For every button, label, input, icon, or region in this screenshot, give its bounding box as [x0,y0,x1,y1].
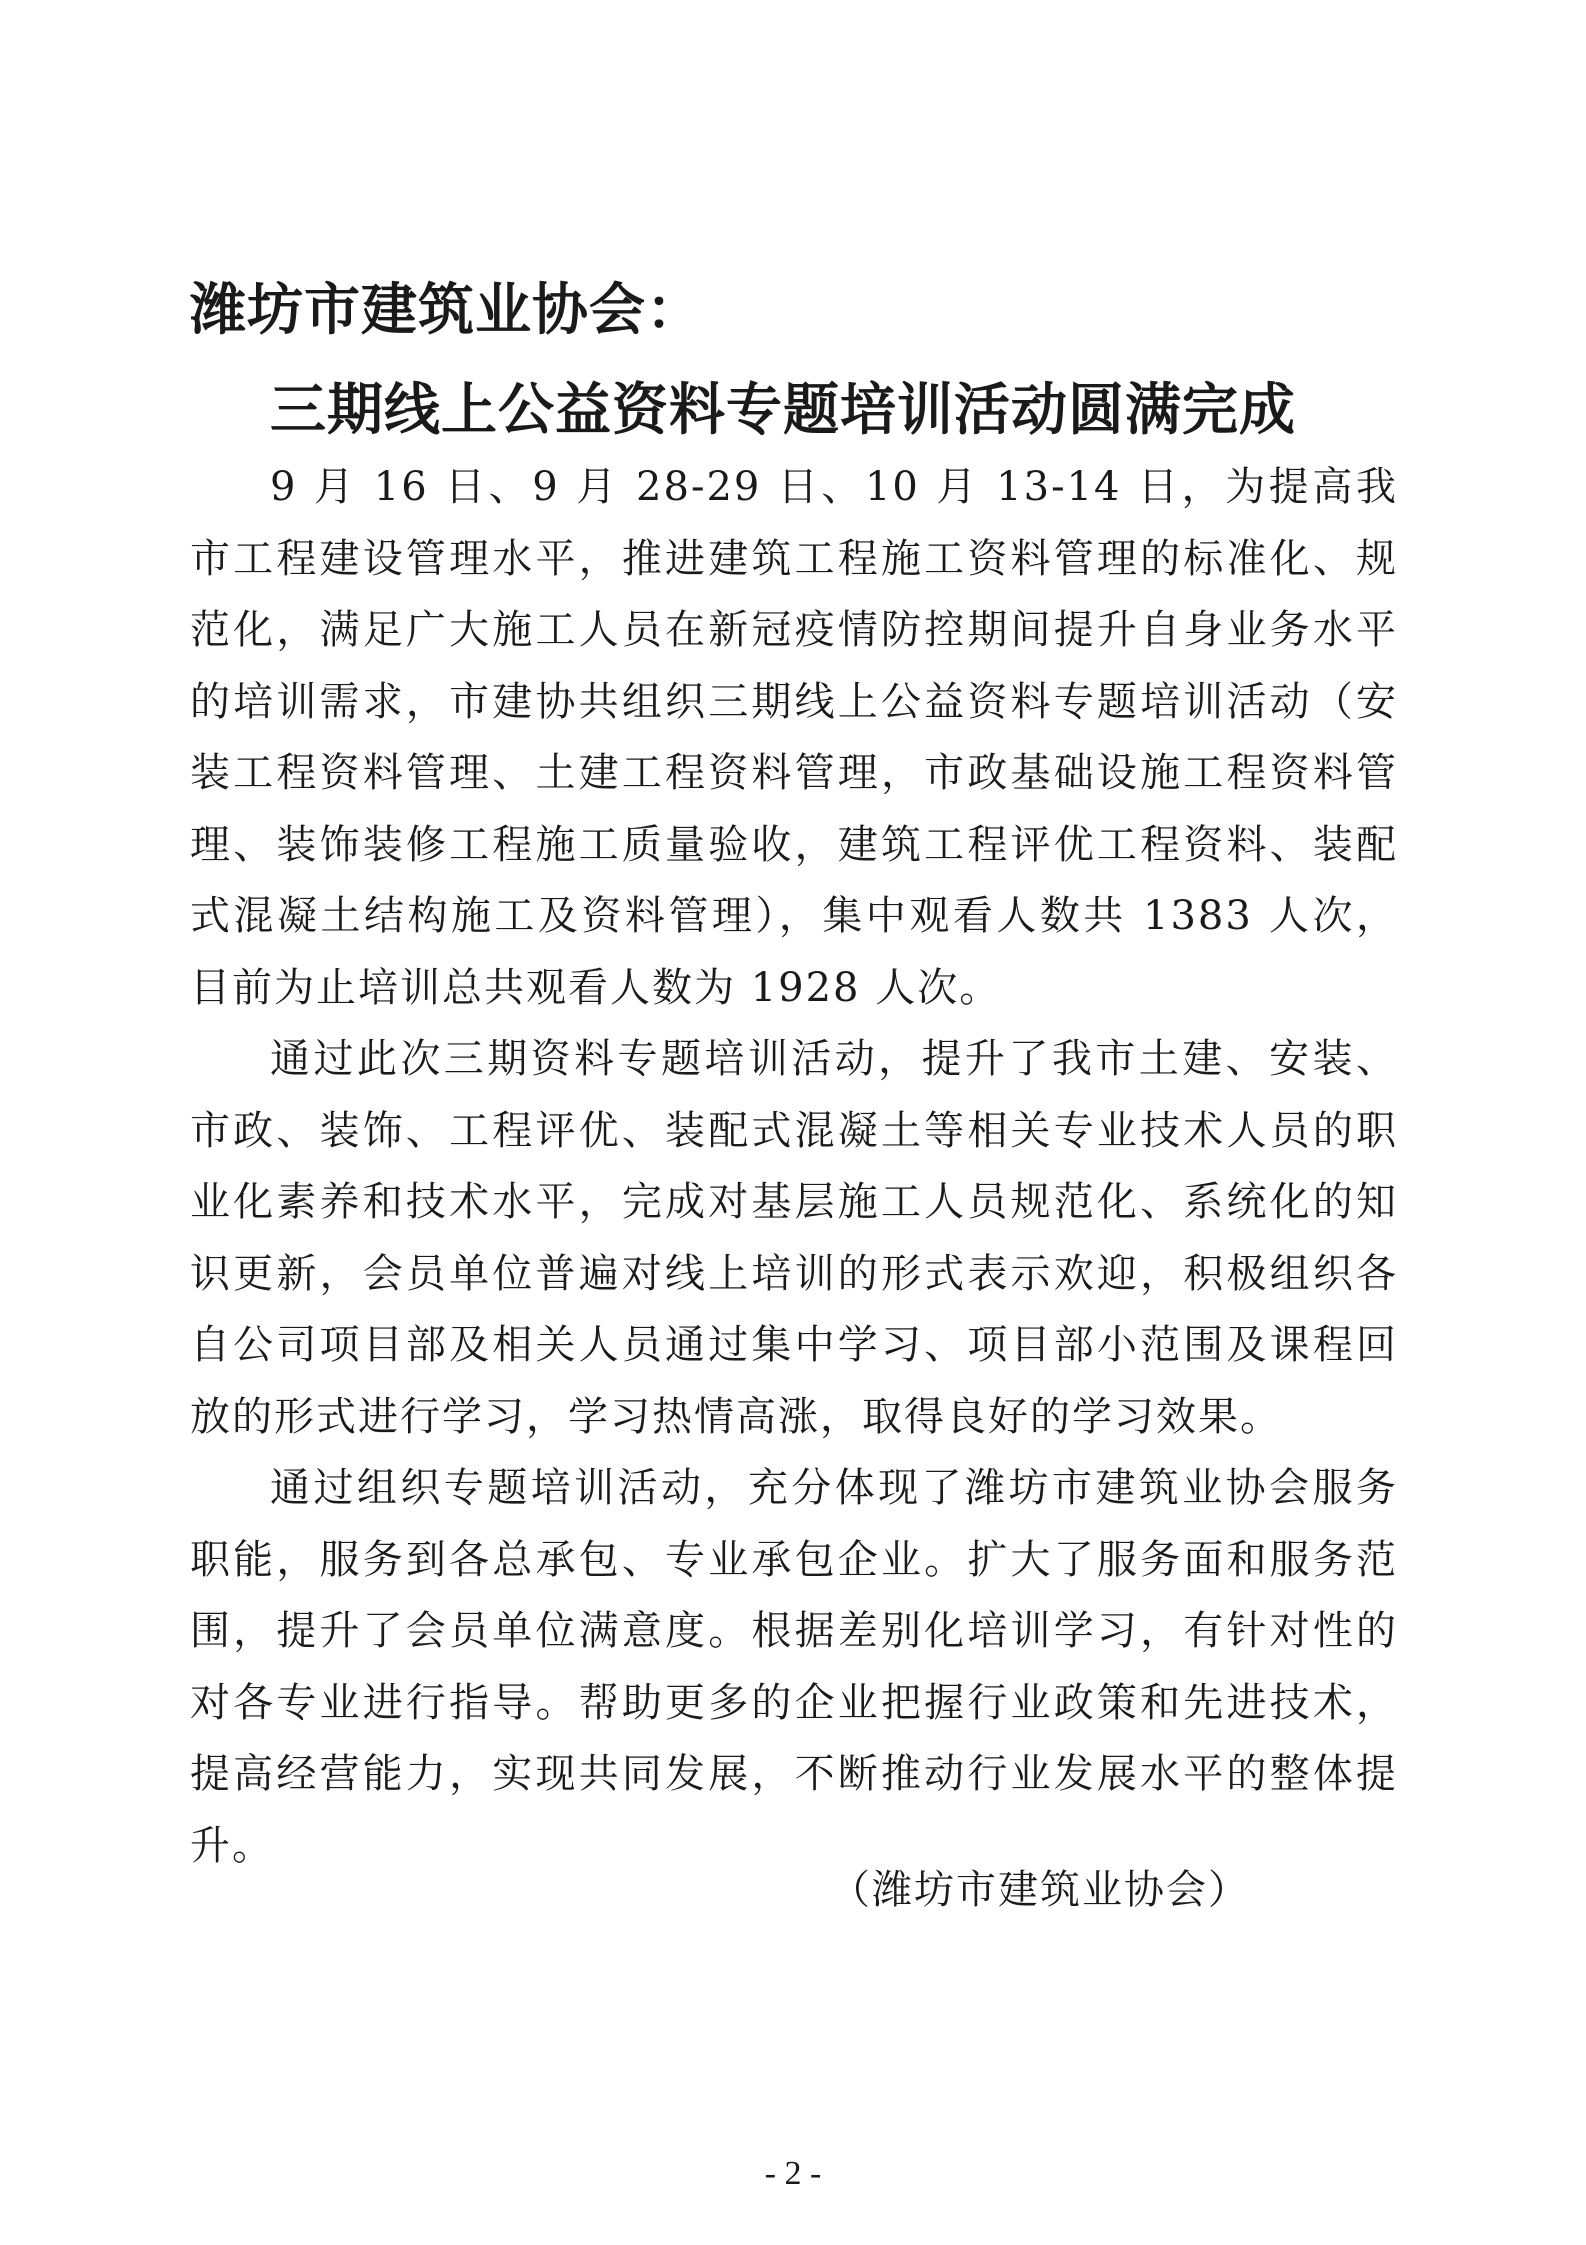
signature: （潍坊市建筑业协会） [830,1867,1250,1913]
page-number: - 2 - [764,2155,822,2192]
paragraph-1: 9 月 16 日、9 月 28-29 日、10 月 13-14 日，为提高我市工程建设管理水平，推进建筑工程施工资料管理的标准化、规范化，满足广大施工人员在新冠疫情防控期间提升自身业务水平的培训需求，市建协共组织三期线上公益资料专题培训活动（安装工程资料管理、土建工程资料管理，市政基础设施工程资料管理、装饰装修工程施工质量验收，建筑工程评优工程资料、装配式混凝土结构施工及资料管理），集中观看人数共 1383 人次，目前为止培训总共观看人数为 1928 人次。 [190,464,1398,1011]
paragraph-3: 通过组织专题培训活动，充分体现了潍坊市建筑业协会服务职能，服务到各总承包、专业承包企业。扩大了服务面和服务范围，提升了会员单位满意度。根据差别化培训学习，有针对性的对各专业进行指导。帮助更多的企业把握行业政策和先进技术，提高经营能力，实现共同发展，不断推动行业发展水平的整体提升。 [190,1465,1398,1869]
title-line-2: 三期线上公益资料专题培训活动圆满完成 [270,376,1296,443]
paragraph-2: 通过此次三期资料专题培训活动，提升了我市土建、安装、市政、装饰、工程评优、装配式混凝土等相关专业技术人员的职业化素养和技术水平，完成对基层施工人员规范化、系统化的知识更新，会员单位普遍对线上培训的形式表示欢迎，积极组织各自公司项目部及相关人员通过集中学习、项目部小范围及课程回放的形式进行学习，学习热情高涨，取得良好的学习效果。 [190,1036,1398,1440]
article-body [190,452,1398,1882]
document-title [190,260,1410,460]
title-line-1: 潍坊市建筑业协会： [190,276,703,343]
